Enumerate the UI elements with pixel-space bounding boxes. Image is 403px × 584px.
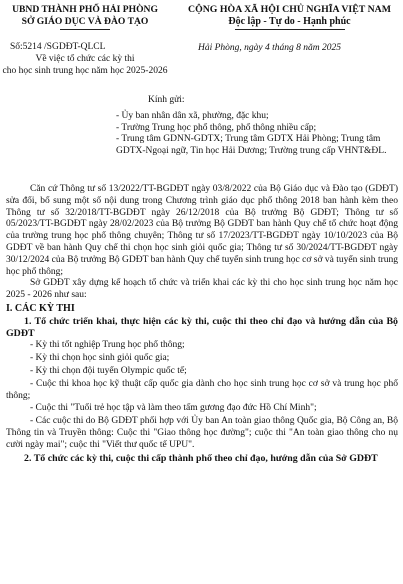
section-heading: I. CÁC KỲ THI	[6, 302, 75, 314]
recipients-heading: Kính gửi:	[148, 95, 185, 105]
list-item: - Kỳ thi chọn học sinh giỏi quốc gia;	[30, 353, 170, 364]
list-item: - Cuộc thi "Tuổi trẻ học tập và làm theo tấm gương đạo đức Hồ Chí Minh";	[30, 403, 317, 414]
recipient-item: - Ủy ban nhân dân xã, phường, đặc khu;	[116, 111, 269, 121]
subject-line-1: Về việc tổ chức các kỳ thi	[35, 54, 135, 64]
recipient-item: - Trung tâm GDNN-GDTX; Trung tâm GDTX Hải Phòng; Trung tâm GDTX-Ngoại ngữ, Tin học Hải Dương; Trường trung cấp VHNT&ĐL.	[116, 134, 387, 156]
subsection-heading: 1. Tổ chức triển khai, thực hiện các kỳ thi, cuộc thi theo chỉ đạo và hướng dẫn của Bộ GDĐT	[6, 315, 398, 339]
national-motto: Độc lập - Tự do - Hạnh phúc	[228, 15, 351, 27]
national-header	[176, 4, 403, 30]
subsection-heading: 2. Tổ chức các kỳ thi, cuộc thi cấp thành phố theo chỉ đạo, hướng dẫn của Sở GDĐT	[24, 452, 378, 464]
intro-paragraph: Sở GDĐT xây dựng kế hoạch tổ chức và triển khai các kỳ thi cho học sinh trung học năm học 2025 - 2026 như sau:	[6, 278, 398, 301]
list-item: - Các cuộc thi do Bộ GDĐT phối hợp với Ủy ban An toàn giao thông Quốc gia, Bộ Công an, Bộ Thông tin và Truyền thông: Cuộc thi "Giao thông học đường"; cuộc thi "An toàn giao thông cho nụ cười ngày mai"; cuộc thi "Viết thư quốc tế UPU".	[6, 416, 398, 450]
agency-name: SỞ GIÁO DỤC VÀ ĐÀO TẠO	[21, 15, 149, 27]
agency-underline	[60, 29, 110, 30]
doc-number: Số:5214 /SGDĐT-QLCL	[10, 42, 106, 52]
subject-line-2: cho học sinh trung học năm học 2025-2026	[2, 65, 168, 76]
motto-underline	[235, 29, 345, 30]
list-item: - Kỳ thi chọn đội tuyển Olympic quốc tế;	[30, 365, 187, 376]
recipients-list	[116, 111, 400, 157]
recipient-item: - Trường Trung học phổ thông, phổ thông nhiều cấp;	[116, 122, 317, 133]
doc-subject	[0, 54, 170, 77]
list-item: - Kỳ thi tốt nghiệp Trung học phổ thông;	[30, 340, 185, 351]
country-name: CỘNG HÒA XÃ HỘI CHỦ NGHĨA VIỆT NAM	[188, 4, 391, 15]
date-line: Hải Phòng, ngày 4 tháng 8 năm 2025	[198, 43, 342, 53]
agency-parent: UBND THÀNH PHỐ HẢI PHÒNG	[12, 4, 158, 15]
document-body	[6, 184, 398, 464]
agency-header	[0, 4, 170, 30]
list-item: - Cuộc thi khoa học kỹ thuật cấp quốc gia dành cho học sinh trung học cơ sở và trung học phổ thông;	[6, 378, 398, 401]
legal-basis-paragraph: Căn cứ Thông tư số 13/2022/TT-BGDĐT ngày 03/8/2022 của Bộ Giáo dục và Đào tạo (GDĐT) sửa đổi, bổ sung một số nội dung trong Chương trình giáo dục phổ thông 2018 ban hành kèm theo Thông tư số 32/2018/TT-BGDĐT ngày 26/12/2018 của Bộ trưởng Bộ GDĐT; Thông tư số 05/2023/TT-BGDĐT ngày 28/02/2023 của Bộ trưởng Bộ GDĐT ban hành Quy chế tổ chức hoạt động của trường trung học phổ thông chuyên; Thông tư số 17/2023/TT-BGDĐT ngày 10/10/2023 của Bộ GDĐT về ban hành Quy chế thi chọn học sinh giỏi quốc gia; Thông tư số 30/2024/TT-BGDĐT ngày 30/12/2024 của Bộ trưởng Bộ GDĐT ban hành Quy chế tuyển sinh trung học cơ sở và tuyển sinh trung học phổ thông;	[6, 184, 398, 277]
